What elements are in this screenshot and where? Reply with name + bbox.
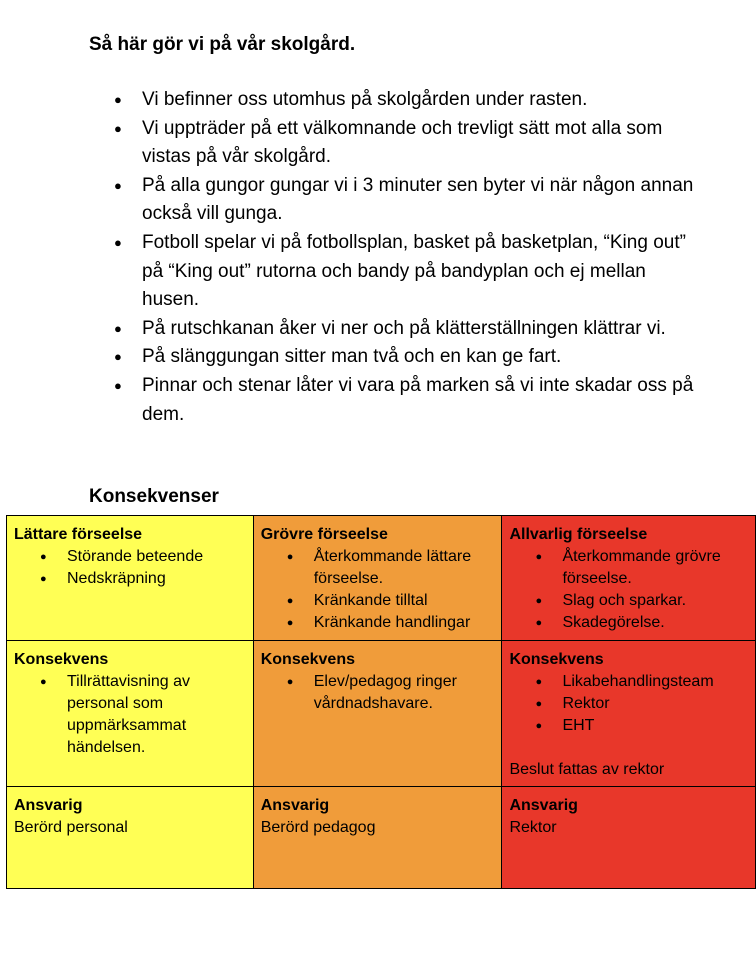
medium-responsible-cell [253,787,502,889]
responsible-text: Berörd personal [14,819,128,836]
cell-heading: Konsekvens [260,651,355,668]
cell-list [509,671,749,737]
rule-item: ● Fotboll spelar vi på fotbollsplan, basket på basketplan, “King out” på “King out” rutorna och bandy på bandyplan och ej mellan husen. [142,229,702,315]
list-item: ● Kränkande tilltal [314,590,496,612]
responsible-text: Berörd pedagog [260,819,376,836]
cell-heading: Ansvarig [14,797,83,814]
responsible-text: Rektor [509,819,557,836]
list-item: ● Återkommande grövre förseelse. [562,546,749,590]
cell-heading: Allvarlig förseelse [509,526,648,543]
cell-heading: Lättare förseelse [14,526,143,543]
page-title: Så här gör vi på vår skolgård. [89,34,356,55]
cell-list [261,671,496,715]
list-item: ● Elev/pedagog ringer vårdnadshavare. [314,671,466,715]
offense-row [7,516,756,641]
list-item: ● Nedskräpning [67,568,247,590]
cell-heading: Ansvarig [260,797,330,814]
severe-offense-cell [502,516,756,641]
light-consequence-cell [7,641,254,787]
light-offense-cell [7,516,254,641]
list-item: ● Rektor [562,693,749,715]
consequences-table [6,515,756,889]
rule-item: ● Vi uppträder på ett välkomnande och trevligt sätt mot alla som vistas på vår skolgård. [142,115,702,172]
rule-item: ● Vi befinner oss utomhus på skolgården under rasten. [142,86,702,115]
decision-note: Beslut fattas av rektor [509,761,665,778]
responsible-row [7,787,756,889]
cell-list [261,546,496,634]
list-item: ● Tillrättavisning av personal som uppmärksammat händelsen. [67,671,219,759]
rule-item: ● På rutschkanan åker vi ner och på klätterställningen klättrar vi. [142,315,702,344]
consequences-title: Konsekvenser [89,486,219,507]
severe-consequence-cell [502,641,756,787]
rules-list [142,86,702,429]
list-item: ● EHT [562,715,749,737]
cell-heading: Konsekvens [14,651,109,668]
list-item: ● Slag och sparkar. [562,590,749,612]
medium-offense-cell [253,516,502,641]
cell-list [509,546,749,634]
cell-list [14,546,247,590]
list-item: ● Störande beteende [67,546,247,568]
list-item: ● Skadegörelse. [562,612,749,634]
consequence-row [7,641,756,787]
cell-list [14,671,247,759]
light-responsible-cell [7,787,254,889]
severe-responsible-cell [502,787,756,889]
rule-item: ● Pinnar och stenar låter vi vara på marken så vi inte skadar oss på dem. [142,372,702,429]
list-item: ● Kränkande handlingar [314,612,496,634]
rule-item: ● På slänggungan sitter man två och en kan ge fart. [142,343,702,372]
medium-consequence-cell [253,641,502,787]
cell-heading: Konsekvens [509,651,604,668]
list-item: ● Likabehandlingsteam [562,671,749,693]
rule-item: ● På alla gungor gungar vi i 3 minuter sen byter vi när någon annan också vill gunga. [142,172,702,229]
cell-heading: Ansvarig [509,797,578,814]
cell-heading: Grövre förseelse [260,526,388,543]
list-item: ● Återkommande lättare förseelse. [314,546,496,590]
